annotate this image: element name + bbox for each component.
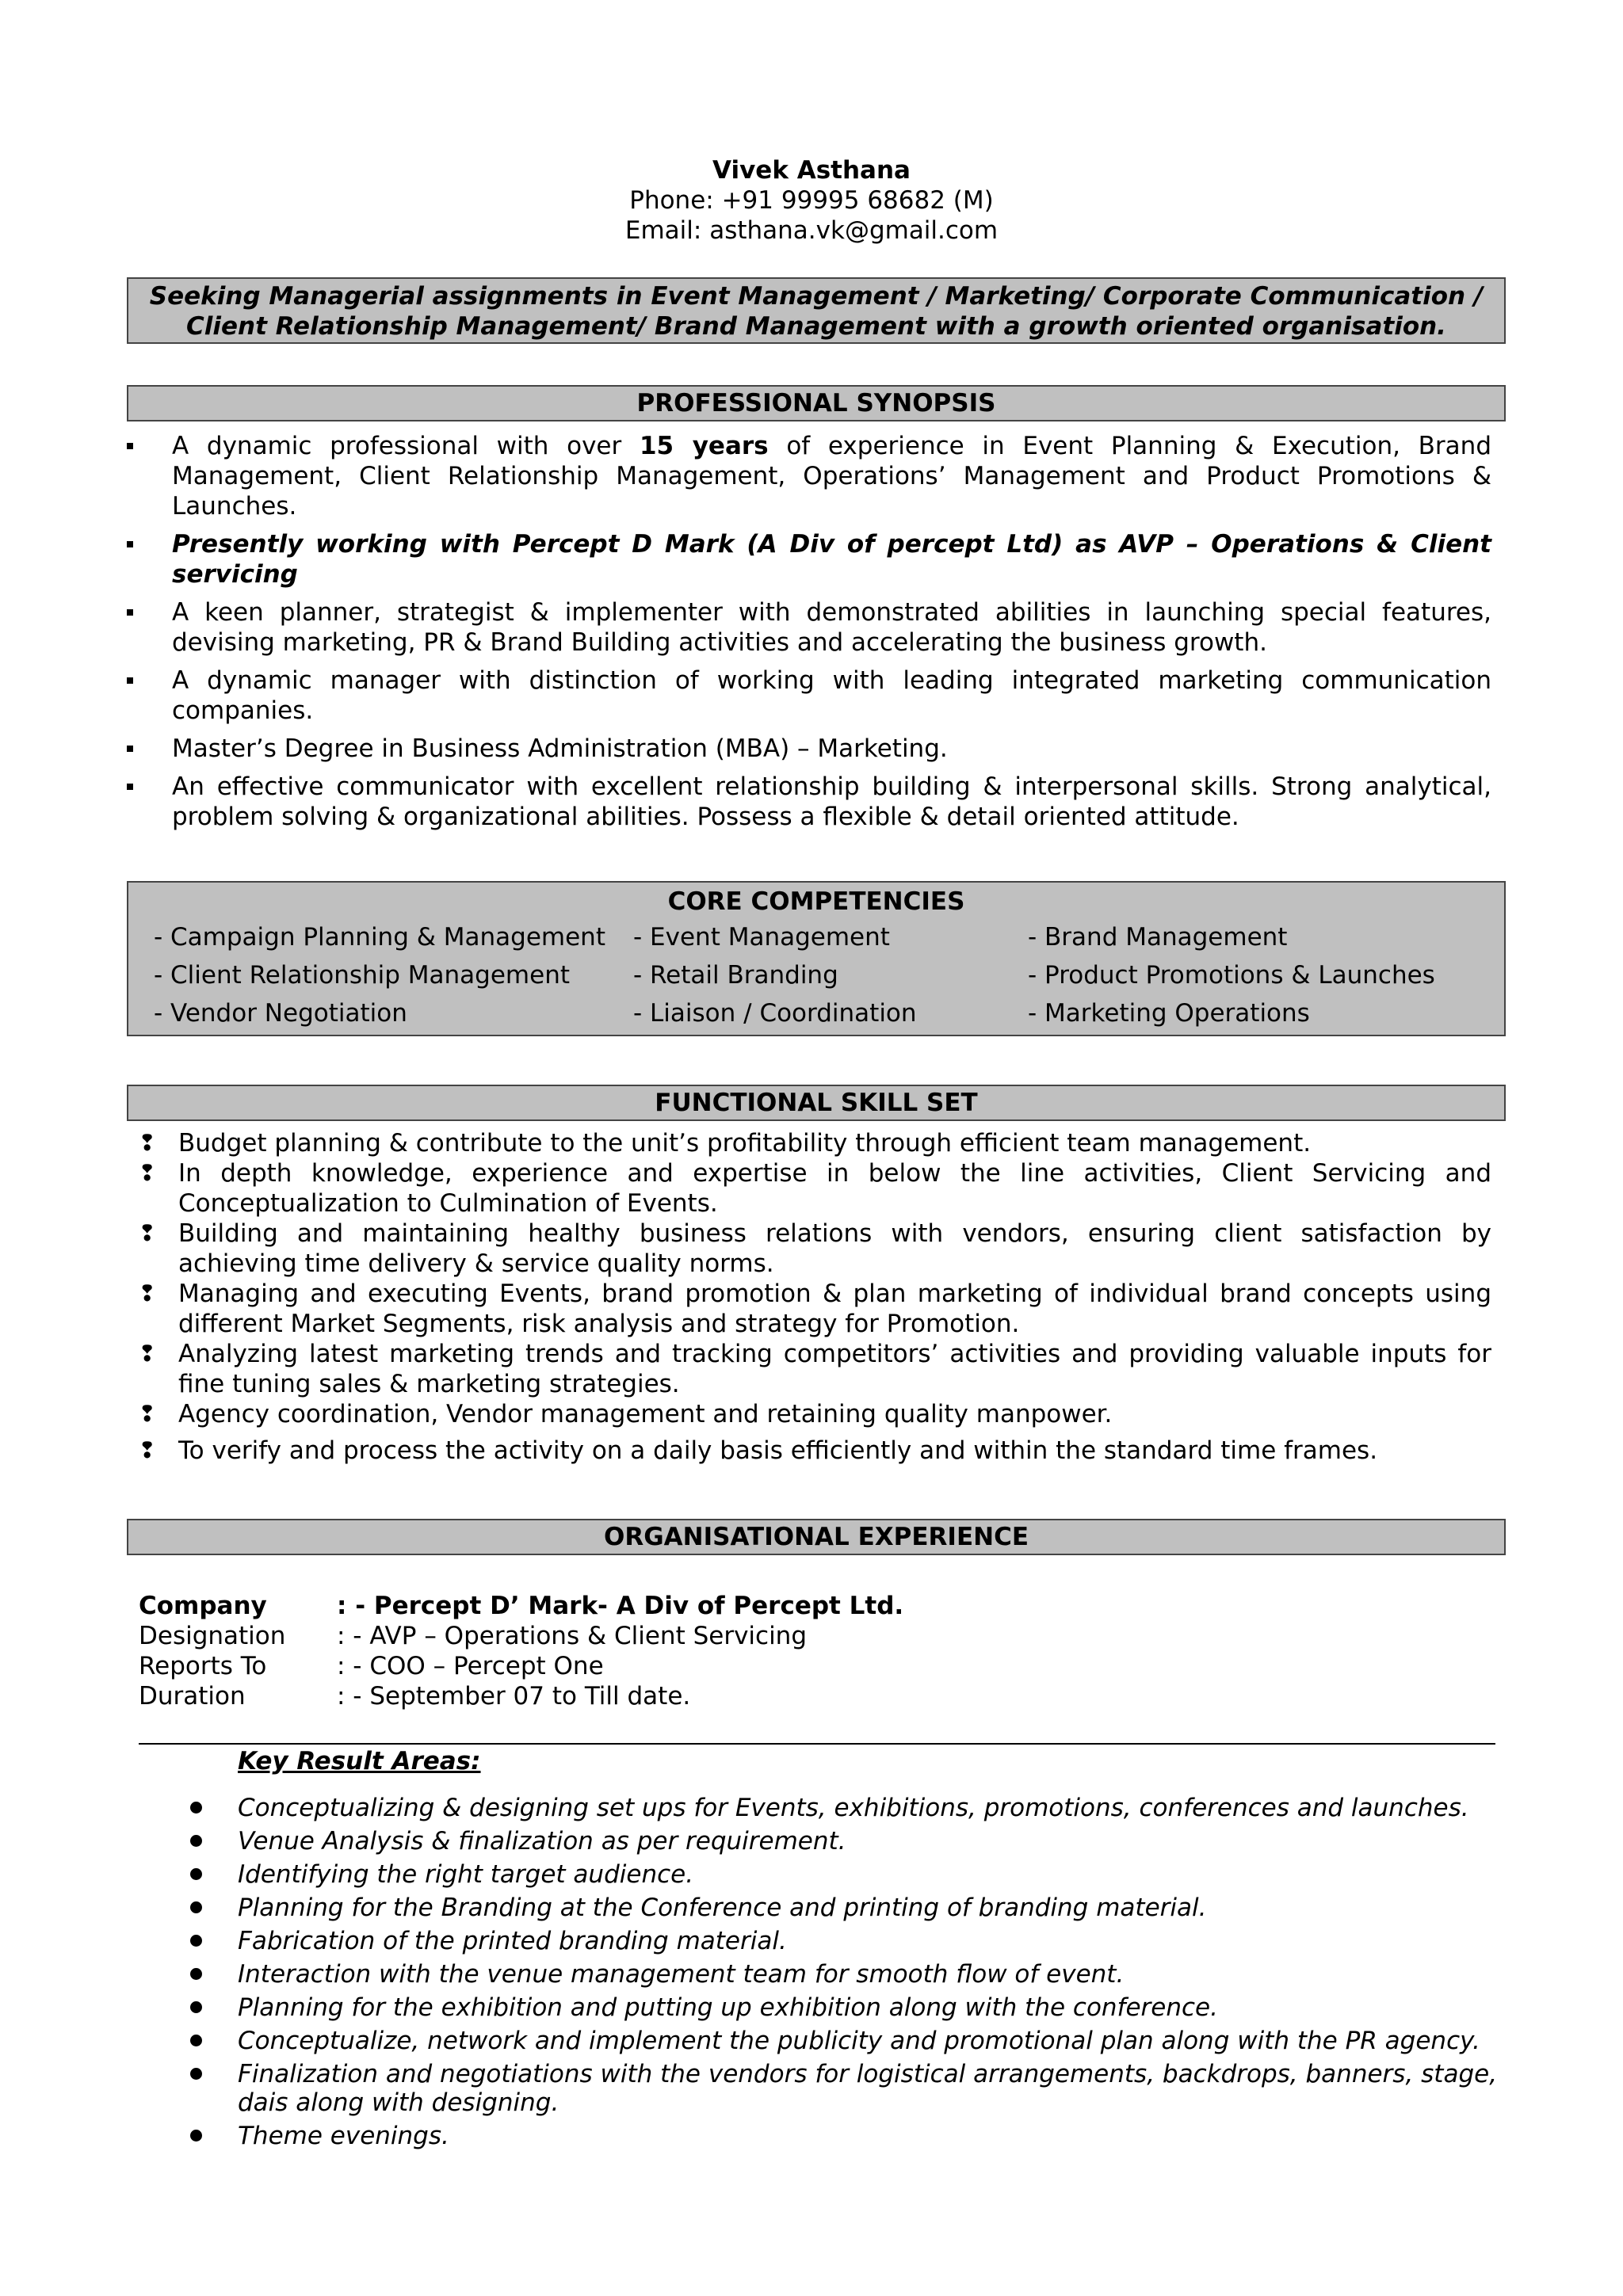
competency-item: - Liaison / Coordination — [633, 999, 917, 1028]
section-heading-core: CORE COMPETENCIES — [667, 887, 965, 916]
detail-value: : - COO – Percept One — [337, 1652, 604, 1680]
wingding-bullet-icon: ❢ — [138, 1437, 157, 1463]
round-bullet-icon — [190, 2068, 202, 2080]
list-item: ❢ Building and maintaining healthy business relations with vendors, ensuring client satisfaction by achieving time delivery & service quality norms. — [138, 1219, 1491, 1278]
round-bullet-icon — [190, 2001, 202, 2013]
competency-item: - Retail Branding — [633, 961, 838, 990]
round-bullet-icon — [190, 2130, 202, 2142]
detail-value: : - Percept D’ Mark- A Div of Percept Ltd. — [337, 1592, 904, 1620]
square-bullet-icon — [127, 443, 133, 449]
list-item: A keen planner, strategist & implementer with demonstrated abilities in launching special features, devising marketing, PR & Brand Building activities and accelerating the business growth. — [127, 597, 1491, 658]
round-bullet-icon — [190, 1802, 202, 1814]
list-item: Conceptualize, network and implement the publicity and promotional plan along with the PR agency. — [182, 2027, 1506, 2055]
square-bullet-icon — [127, 609, 133, 616]
list-item: A dynamic professional with over 15 years of experience in Event Planning & Execution, Brand Management, Client Relationship Management, Operations’ Management and Product Promotions & Launches. — [127, 431, 1491, 521]
candidate-name: Vivek Asthana — [712, 156, 911, 185]
round-bullet-icon — [190, 2035, 202, 2046]
square-bullet-icon — [127, 677, 133, 684]
detail-row — [139, 1591, 903, 1621]
list-item: Venue Analysis & finalization as per requirement. — [182, 1827, 1506, 1855]
detail-label: Designation — [139, 1622, 286, 1650]
competency-item: - Marketing Operations — [1028, 999, 1310, 1028]
list-item: Planning for the Branding at the Conference and printing of branding material. — [182, 1894, 1506, 1922]
square-bullet-icon — [127, 746, 133, 752]
competency-item: - Event Management — [633, 923, 890, 952]
competency-item: - Product Promotions & Launches — [1028, 961, 1435, 990]
list-item: Planning for the exhibition and putting up exhibition along with the conference. — [182, 1993, 1506, 2022]
list-item: Fabrication of the printed branding material. — [182, 1927, 1506, 1955]
list-item: An effective communicator with excellent relationship building & interpersonal skills. Strong analytical, problem solving & organizational abilities. Possess a flexible & detail oriented attitude. — [127, 772, 1491, 832]
list-item: Interaction with the venue management team for smooth flow of event. — [182, 1960, 1506, 1989]
list-item: ❢ Managing and executing Events, brand promotion & plan marketing of individual brand concepts using different Market Segments, risk analysis and strategy for Promotion. — [138, 1280, 1491, 1338]
list-item: Master’s Degree in Business Administration (MBA) – Marketing. — [127, 734, 1491, 764]
detail-row — [139, 1621, 903, 1651]
skills-list — [127, 1128, 1491, 1466]
round-bullet-icon — [190, 1868, 202, 1880]
detail-value: : - September 07 to Till date. — [337, 1682, 691, 1711]
divider — [139, 1743, 1495, 1745]
company-details — [139, 1591, 903, 1711]
square-bullet-icon — [127, 784, 133, 790]
kra-heading: Key Result Areas: — [238, 1747, 481, 1775]
round-bullet-icon — [190, 1835, 202, 1847]
square-bullet-icon — [127, 541, 133, 547]
synopsis-list — [127, 431, 1491, 840]
detail-row — [139, 1681, 903, 1711]
round-bullet-icon — [190, 1901, 202, 1913]
list-item: ❢ In depth knowledge, experience and expertise in below the line activities, Client Servicing and Conceptualization to Culmination of Events. — [138, 1159, 1491, 1218]
list-item: Finalization and negotiations with the vendors for logistical arrangements, backdrops, banners, stage, dais along with designing. — [182, 2060, 1506, 2117]
list-item: Conceptualizing & designing set ups for Events, exhibitions, promotions, conferences and launches. — [182, 1794, 1506, 1822]
list-item: Theme evenings. — [182, 2122, 1506, 2150]
section-heading-experience: ORGANISATIONAL EXPERIENCE — [127, 1519, 1506, 1555]
objective-line: Seeking Managerial assignments in Event Management / Marketing/ Corporate Communication / — [149, 282, 1484, 311]
phone-number: Phone: +91 99995 68682 (M) — [629, 186, 994, 215]
wingding-bullet-icon: ❢ — [138, 1341, 157, 1367]
kra-list — [182, 1794, 1506, 2155]
detail-label: Company — [139, 1592, 267, 1620]
round-bullet-icon — [190, 1968, 202, 1980]
competency-item: - Client Relationship Management — [154, 961, 571, 990]
table-row — [154, 918, 1435, 956]
list-item: Presently working with Percept D Mark (A Div of percept Ltd) as AVP – Operations & Client servicing — [127, 529, 1491, 589]
wingding-bullet-icon: ❢ — [138, 1280, 157, 1306]
competency-item: - Campaign Planning & Management — [154, 923, 605, 952]
section-heading-synopsis: PROFESSIONAL SYNOPSIS — [127, 385, 1506, 421]
table-row — [154, 994, 1435, 1032]
list-item: Identifying the right target audience. — [182, 1860, 1506, 1889]
list-item: ❢ To verify and process the activity on a daily basis efficiently and within the standard time frames. — [138, 1436, 1378, 1465]
detail-label: Duration — [139, 1682, 246, 1711]
competency-grid — [154, 918, 1435, 1032]
wingding-bullet-icon: ❢ — [138, 1160, 157, 1186]
section-heading-skills: FUNCTIONAL SKILL SET — [127, 1085, 1506, 1121]
core-competencies-box — [127, 881, 1506, 1036]
list-item: A dynamic manager with distinction of working with leading integrated marketing communication companies. — [127, 666, 1491, 726]
list-item: ❢ Agency coordination, Vendor management and retaining quality manpower. — [138, 1400, 1113, 1428]
wingding-bullet-icon: ❢ — [138, 1401, 157, 1427]
round-bullet-icon — [190, 1935, 202, 1947]
list-item: ❢ Analyzing latest marketing trends and tracking competitors’ activities and providing valuable inputs for fine tuning sales & marketing strategies. — [138, 1340, 1491, 1398]
objective-box — [127, 277, 1506, 344]
email-address: Email: asthana.vk@gmail.com — [624, 216, 999, 245]
contact-header — [0, 155, 1623, 246]
table-row — [154, 956, 1435, 994]
wingding-bullet-icon: ❢ — [138, 1220, 157, 1246]
competency-item: - Vendor Negotiation — [154, 999, 407, 1028]
detail-label: Reports To — [139, 1652, 267, 1680]
list-item: ❢ Budget planning & contribute to the unit’s profitability through efficient team management. — [138, 1129, 1312, 1158]
wingding-bullet-icon: ❢ — [138, 1130, 157, 1156]
detail-value: : - AVP – Operations & Client Servicing — [337, 1622, 808, 1650]
detail-row — [139, 1651, 903, 1681]
objective-line: Client Relationship Management/ Brand Management with a growth oriented organisation. — [186, 312, 1446, 341]
competency-item: - Brand Management — [1028, 923, 1288, 952]
